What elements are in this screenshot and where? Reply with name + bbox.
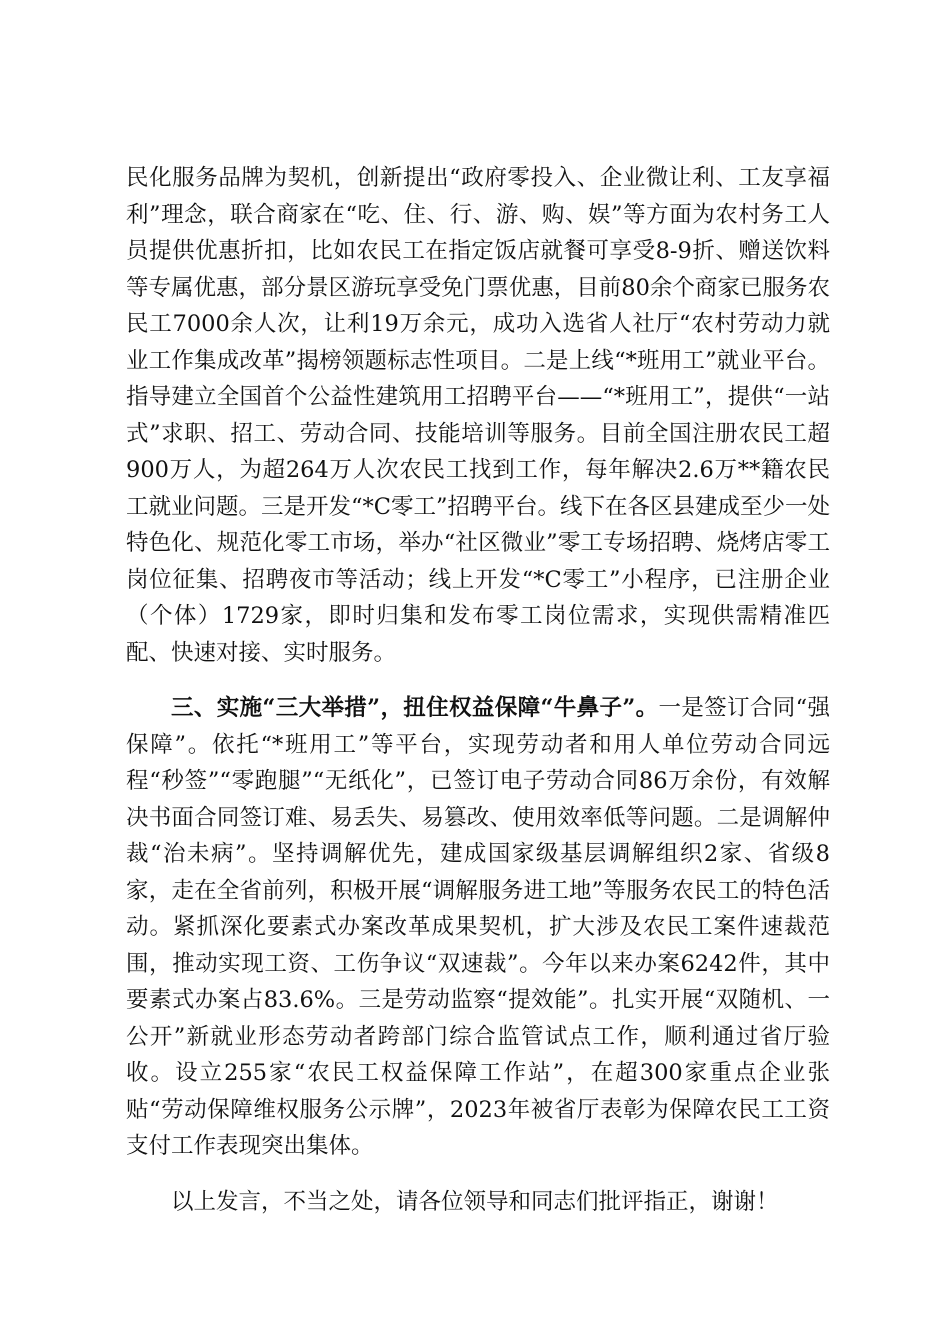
paragraph-text: 民化服务品牌为契机，创新提出“政府零投入、企业微让利、工友享福利”理念，联合商家在“吃、住、行、游、购、娱”等方面为农村务工人员提供优惠折扣，比如农民工在指定饭店就餐可享受8-9折、赠送饮料等专属优惠，部分景区游玩享受免门票优惠，目前80余个商家已服务农民工7000余人次，让利19万余元，成功入选省人社厅“农村劳动力就业工作集成改革”揭榜领题标志性项目。二是上线“*班用工”就业平台。指导建立全国首个公益性建筑用工招聘平台——“*班用工”，提供“一站式”求职、招工、劳动合同、技能培训等服务。目前全国注册农民工超900万人，为超264万人次农民工找到工作，每年解决2.6万**籍农民工就业问题。三是开发“*C零工”招聘平台。线下在各区县建成至少一处特色化、规范化零工市场，举办“社区微业”零工专场招聘、烧烤店零工岗位征集、招聘夜市等活动；线上开发“*C零工”小程序，已注册企业（个体）1729家，即时归集和发布零工岗位需求，实现供需精准匹配、快速对接、实时服务。 bbox=[126, 165, 830, 666]
paragraph-text: 一是签订合同“强保障”。依托“*班用工”等平台，实现劳动者和用人单位劳动合同远程“秒签”“零跑腿”“无纸化”，已签订电子劳动合同86万余份，有效解决书面合同签订难、易丢失、易篡改、使用效率低等问题。二是调解仲裁“治未病”。坚持调解优先，建成国家级基层调解组织2家、省级8家，走在全省前列，积极开展“调解服务进工地”等服务农民工的特色活动。紧抓深化要素式办案改革成果契机，扩大涉及农民工案件速裁范围，推动实现工资、工伤争议“双速裁”。今年以来办案6242件，其中要素式办案占83.6%。三是劳动监察“提效能”。扎实开展“双随机、一公开”新就业形态劳动者跨部门综合监管试点工作，顺利通过省厅验收。设立255家“农民工权益保障工作站”，在超300家重点企业张贴“劳动保障维权服务公示牌”，2023年被省厅表彰为保障农民工工资支付工作表现突出集体。 bbox=[126, 695, 830, 1159]
document-page bbox=[126, 160, 830, 1220]
section-heading: 三、实施“三大举措”，扭住权益保障“牛鼻子”。 bbox=[171, 695, 659, 721]
closing-paragraph bbox=[126, 1184, 830, 1221]
body-paragraph bbox=[126, 160, 830, 671]
paragraph-text: 以上发言，不当之处，请各位领导和同志们批评指正，谢谢！ bbox=[171, 1188, 779, 1215]
section-paragraph bbox=[126, 690, 830, 1165]
